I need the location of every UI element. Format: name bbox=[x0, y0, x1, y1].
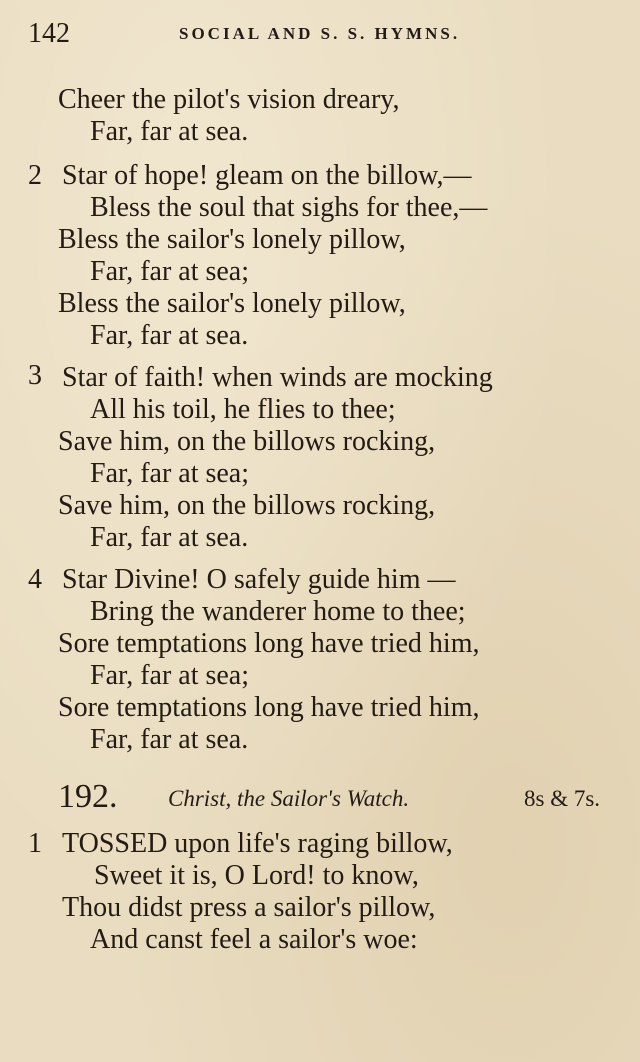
verse-line: Bless the sailor's lonely pillow, bbox=[58, 224, 406, 255]
verse-number: 1 bbox=[28, 828, 42, 859]
verse-line: Thou didst press a sailor's pillow, bbox=[62, 892, 436, 923]
verse-line: Far, far at sea; bbox=[90, 256, 250, 287]
hymn-number: 192. bbox=[58, 778, 118, 815]
verse-line: TOSSED upon life's raging billow, bbox=[62, 828, 453, 859]
verse-number: 2 bbox=[28, 160, 42, 191]
verse-line: Far, far at sea. bbox=[90, 724, 249, 755]
verse-line: Bring the wanderer home to thee; bbox=[90, 596, 466, 627]
verse-line: Sore temptations long have tried him, bbox=[58, 692, 480, 723]
hymn-title: Christ, the Sailor's Watch. bbox=[168, 786, 410, 811]
verse-line: Star of hope! gleam on the billow,— bbox=[62, 160, 472, 191]
hymn-meter: 8s & 7s. bbox=[524, 786, 601, 811]
verse-line: Far, far at sea. bbox=[90, 320, 249, 351]
verse-line: All his toil, he flies to thee; bbox=[90, 394, 396, 425]
verse-line: Star Divine! O safely guide him — bbox=[62, 564, 456, 595]
verse-line: Sweet it is, O Lord! to know, bbox=[94, 860, 419, 891]
verse-line: Save him, on the billows rocking, bbox=[58, 426, 436, 457]
verse-line: Sore temptations long have tried him, bbox=[58, 628, 480, 659]
verse-line: Bless the sailor's lonely pillow, bbox=[58, 288, 406, 319]
verse-line: Save him, on the billows rocking, bbox=[58, 490, 436, 521]
verse-number: 4 bbox=[28, 564, 42, 595]
verse-line: Far, far at sea. bbox=[90, 522, 249, 553]
verse-number: 3 bbox=[28, 360, 42, 391]
page-header bbox=[24, 18, 616, 52]
verse-line: Cheer the pilot's vision dreary, bbox=[58, 84, 400, 115]
verse-line: Star of faith! when winds are mocking bbox=[62, 362, 493, 393]
verse-line: Bless the soul that sighs for thee,— bbox=[90, 192, 488, 223]
running-head: SOCIAL AND S. S. HYMNS. bbox=[179, 24, 461, 43]
verse-line: And canst feel a sailor's woe: bbox=[90, 924, 418, 955]
page-number: 142 bbox=[28, 18, 70, 49]
verse-line: Far, far at sea; bbox=[90, 660, 250, 691]
verse-line: Far, far at sea; bbox=[90, 458, 250, 489]
verse-line: Far, far at sea. bbox=[90, 116, 249, 147]
